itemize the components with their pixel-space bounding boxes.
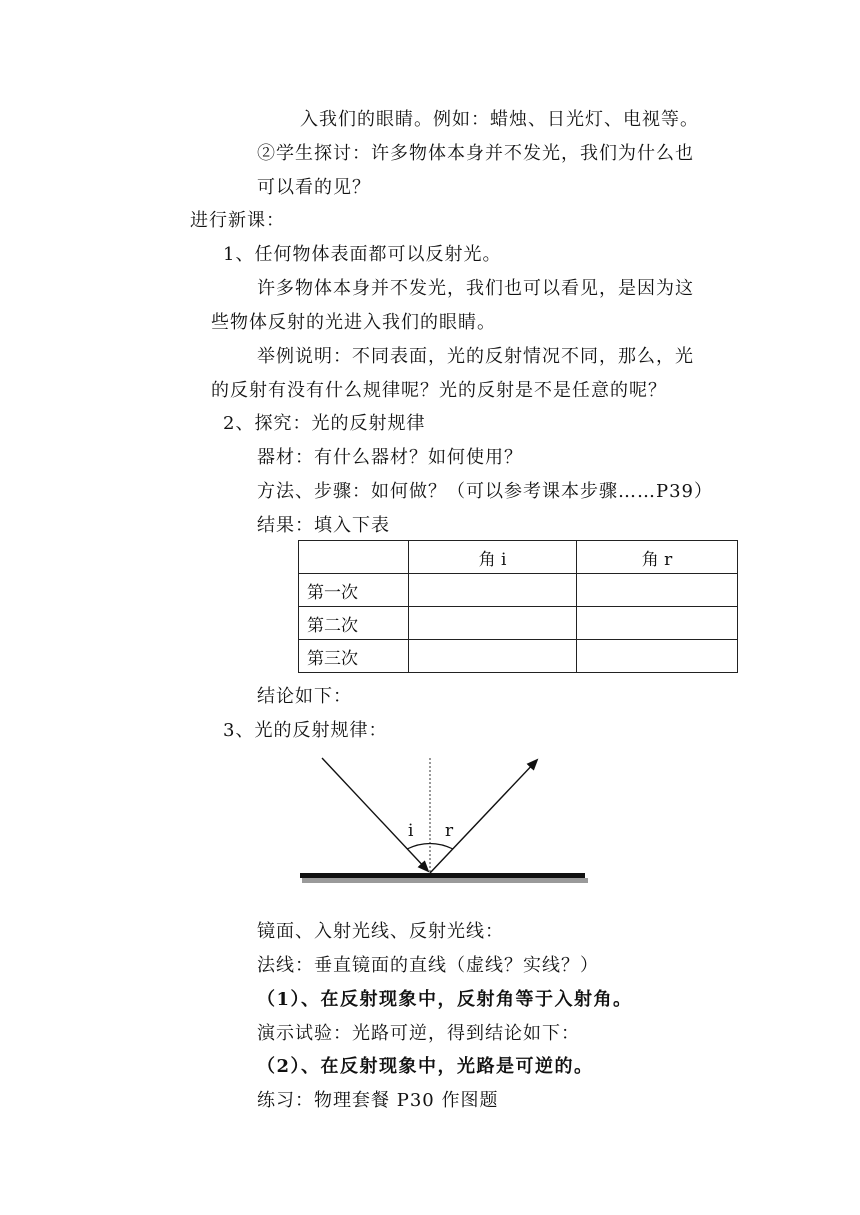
reflection-diagram [290, 750, 600, 890]
table-header-row [299, 541, 738, 574]
results-table [298, 540, 738, 673]
reflected-ray [430, 760, 537, 873]
point-2-heading: 2、探究：光的反射规律 [223, 413, 426, 434]
section-heading-new-lesson: 进行新课： [190, 210, 285, 231]
mirror-surface [300, 873, 585, 878]
table-header-cell [299, 541, 409, 574]
text-line-8: 举例说明：不同表面，光的反射情况不同，那么，光 [257, 346, 694, 367]
text-line-19: 演示试验：光路可逆，得到结论如下： [257, 1023, 580, 1044]
table-cell [577, 574, 738, 607]
text-line-11: 器材：有什么器材？如何使用？ [257, 447, 523, 468]
incident-ray [322, 758, 428, 871]
text-line-1: 入我们的眼睛。例如：蜡烛、日光灯、电视等。 [300, 109, 699, 130]
table-row [299, 607, 738, 640]
text-line-14: 结论如下： [257, 686, 352, 707]
reflected-angle-label: r [445, 821, 454, 841]
table-cell: 第二次 [299, 607, 409, 640]
text-line-3: 可以看的见？ [257, 177, 371, 198]
rule-2-statement: （2）、在反射现象中，光路是可逆的。 [257, 1056, 594, 1077]
text-line-7: 些物体反射的光进入我们的眼睛。 [211, 312, 496, 333]
mirror-shadow [302, 878, 588, 883]
exercise-line: 练习：物理套餐 P30 作图题 [257, 1090, 499, 1111]
table-header-cell: 角 i [409, 541, 577, 574]
table-cell [409, 640, 577, 673]
text-line-17: 法线：垂直镜面的直线（虚线？实线？） [257, 955, 599, 976]
table-cell: 第三次 [299, 640, 409, 673]
text-line-13: 结果：填入下表 [257, 515, 390, 536]
table-cell [577, 640, 738, 673]
text-line-2: ②学生探讨：许多物体本身并不发光，我们为什么也 [257, 143, 694, 164]
table-cell [409, 607, 577, 640]
table-row [299, 574, 738, 607]
table-header-cell: 角 r [577, 541, 738, 574]
table-cell: 第一次 [299, 574, 409, 607]
rule-1-statement: （1）、在反射现象中，反射角等于入射角。 [257, 989, 633, 1010]
text-line-12: 方法、步骤：如何做？（可以参考课本步骤……P39） [257, 481, 714, 502]
table-cell [409, 574, 577, 607]
point-3-heading: 3、光的反射规律： [223, 720, 388, 741]
point-1-heading: 1、任何物体表面都可以反射光。 [223, 244, 502, 265]
table-row [299, 640, 738, 673]
text-line-9: 的反射有没有什么规律呢？光的反射是不是任意的呢？ [211, 380, 667, 401]
incident-angle-label: i [408, 821, 414, 841]
text-line-16: 镜面、入射光线、反射光线： [257, 921, 504, 942]
table-cell [577, 607, 738, 640]
text-line-6: 许多物体本身并不发光，我们也可以看见，是因为这 [257, 278, 694, 299]
